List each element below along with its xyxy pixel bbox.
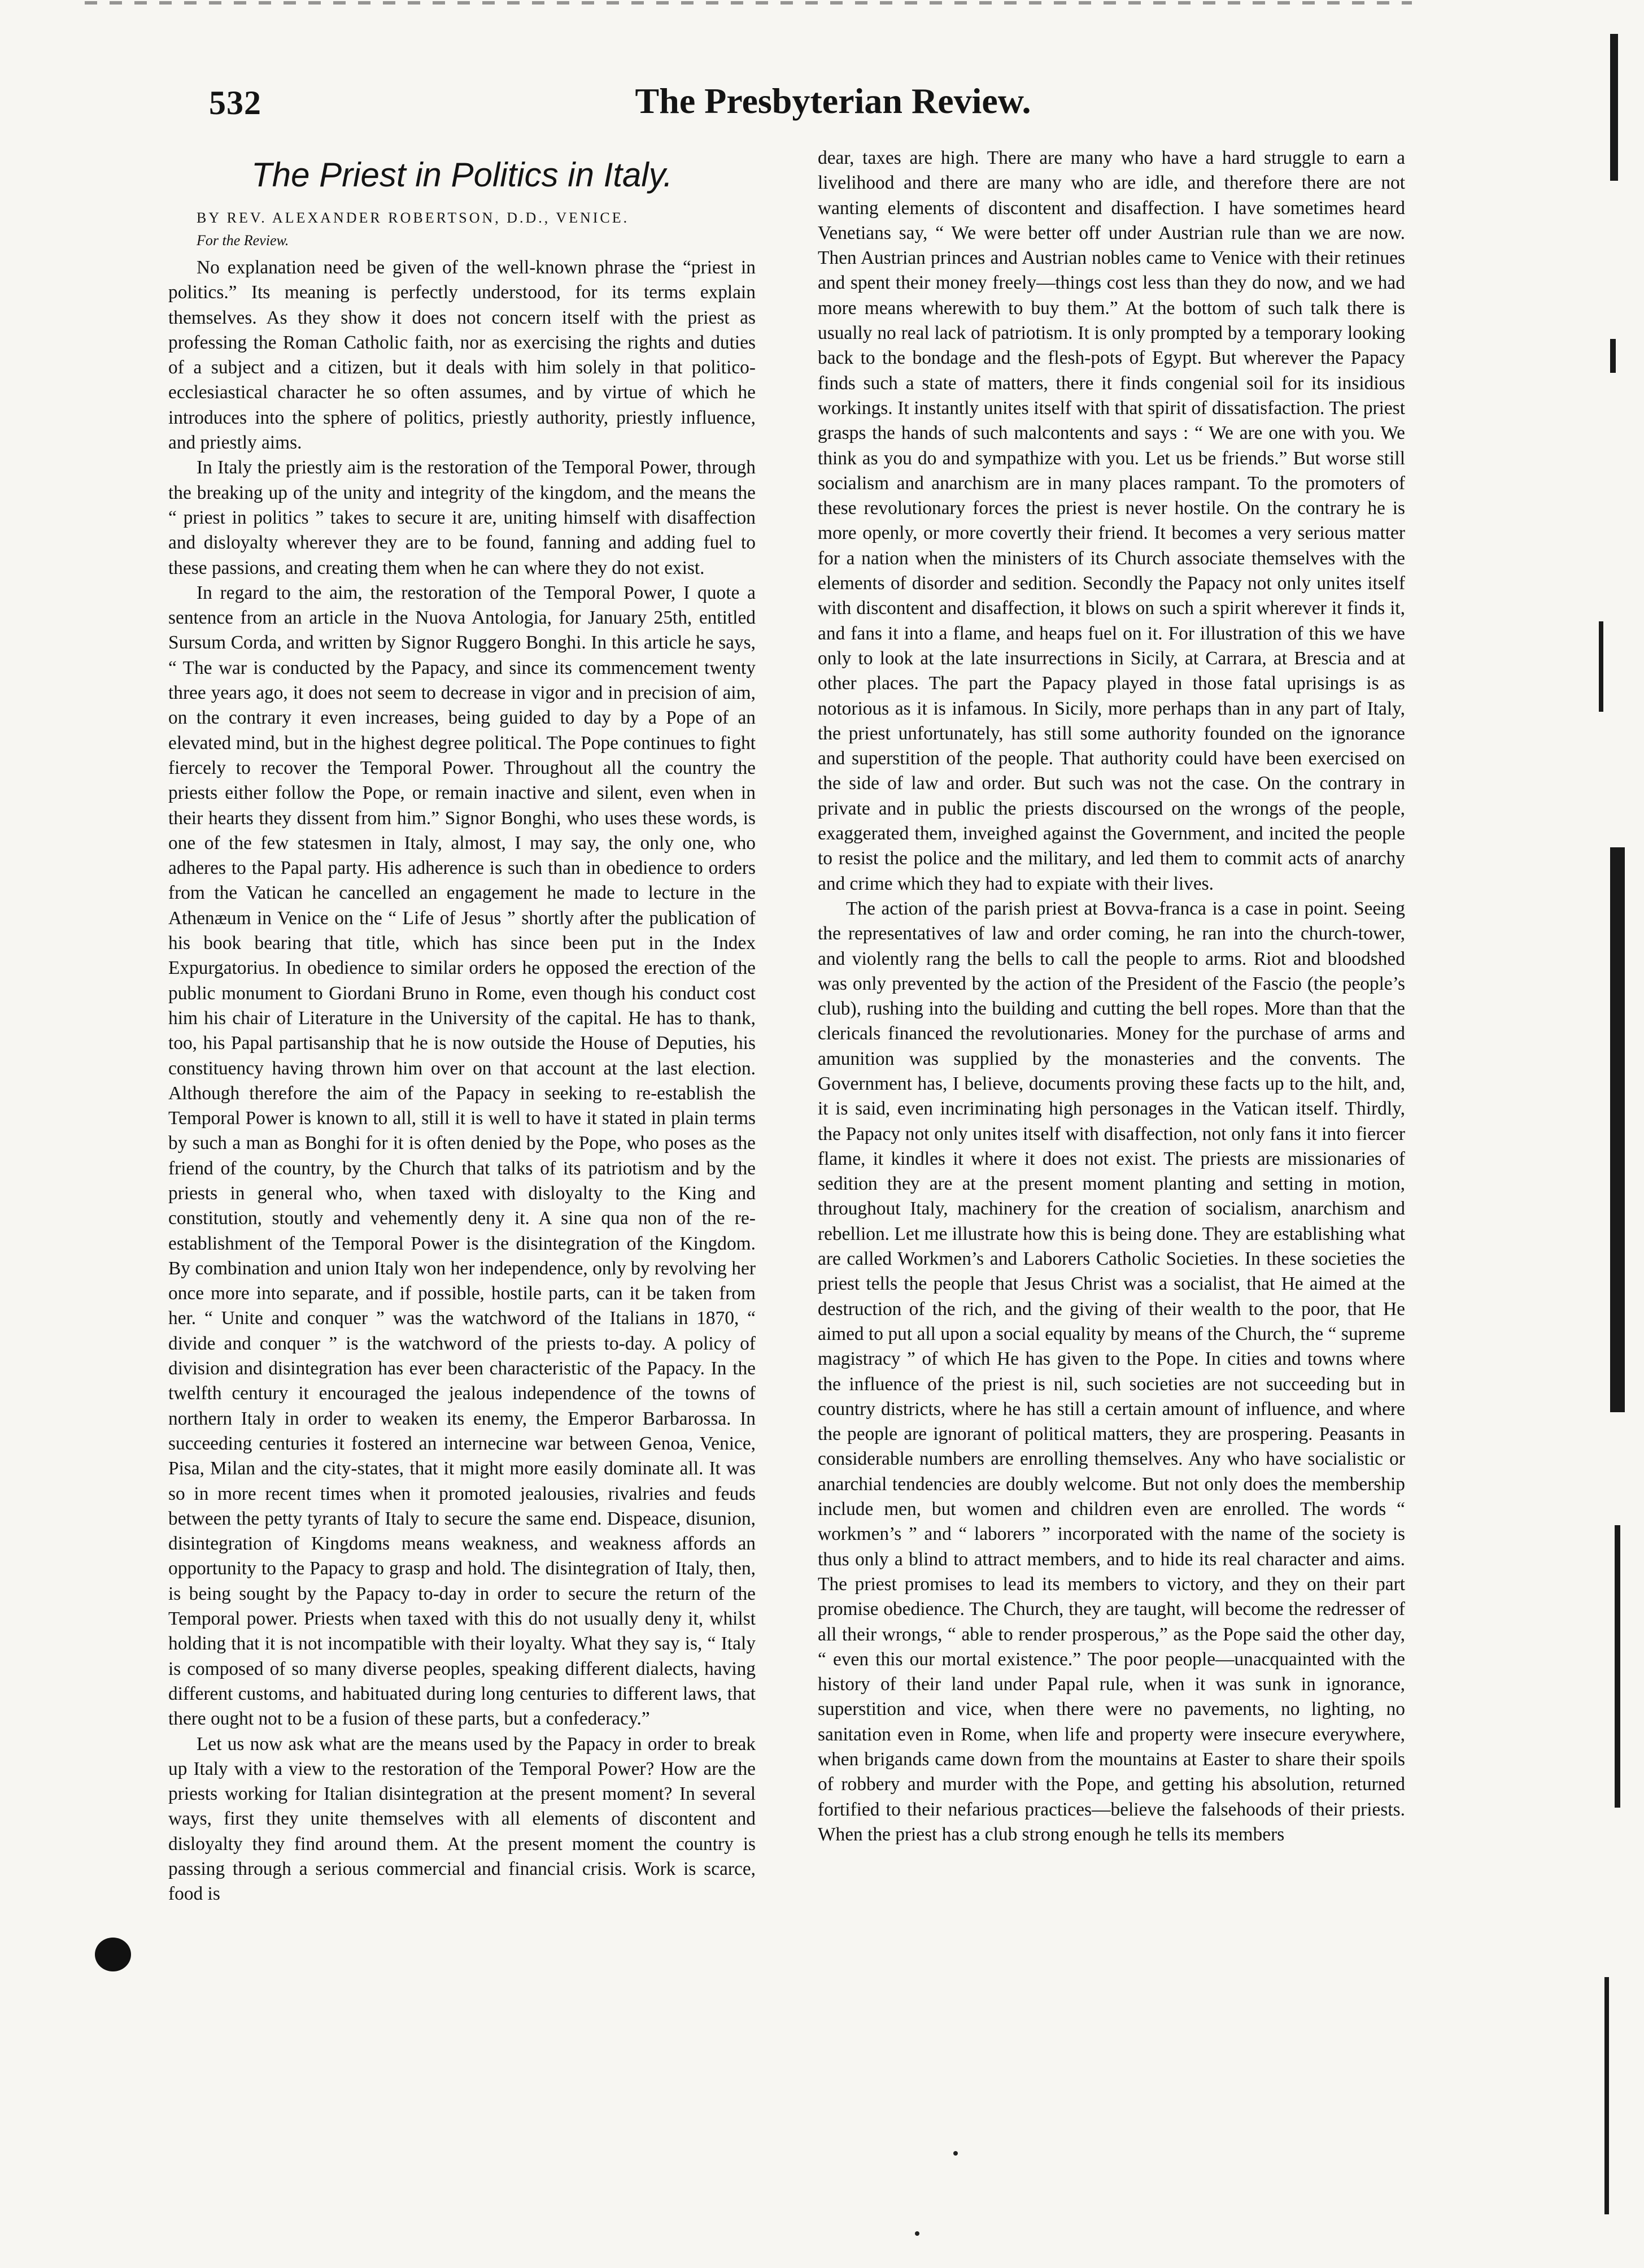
- paragraph: In Italy the priestly aim is the restoration of the Temporal Power, through the breaking up of the unity and integrity of the kingdom, and the means the “ priest in politics ” takes to secure it are, uniting himself with disaffection and disloyalty wherever they are to be found, fanning and adding fuel to these passions, and creating them when he can where they do not exist.: [168, 457, 756, 578]
- article-title: The Priest in Politics in Italy.: [251, 156, 673, 194]
- scan-edge-mark: [85, 1, 1412, 5]
- paragraph: Let us now ask what are the means used by the Papacy in order to break up Italy with a view to the restoration of the Temporal Power? How are the priests working for Italian disintegration at the present moment? In several ways, first they unite themselves with all elements of discontent and disloyalty they find around them. At the present moment the country is passing through a serious commercial and financial crisis. Work is scarce, food is: [168, 1733, 756, 1905]
- scan-speck: [915, 2231, 919, 2236]
- page-number: 532: [209, 84, 261, 121]
- byline: BY REV. ALEXANDER ROBERTSON, D.D., VENICE.: [197, 210, 630, 226]
- right-column: [818, 146, 1405, 1847]
- paragraph: dear, taxes are high. There are many who have a hard struggle to earn a livelihood and there are many who are idle, and therefore there are not wanting elements of discontent and disaffection. I have sometimes heard Venetians say, “ We were better off under Austrian rule than we are now. Then Austrian princes and Austrian nobles came to Venice with their retinues and spent their money freely—things cost less than they do now, and we had more means wherewith to buy them.” At the bottom of such talk there is usually no real lack of patriotism. It is only prompted by a temporary looking back to the bondage and the flesh-pots of Egypt. But wherever the Papacy finds such a state of matters, there it finds congenial soil for its insidious workings. It instantly unites itself with that spirit of dissatisfaction. The priest grasps the hands of such malcontents and says : “ We are one with you. We think as you do and sympathize with you. Let us be friends.” But worse still socialism and anarchism are in many places rampant. To the promoters of these revolutionary forces the priest is never hostile. On the contrary he is more openly, or more covertly their friend. It becomes a very serious matter for a nation when the ministers of its Church associate themselves with the elements of disorder and sedition. Secondly the Papacy not only unites itself with discontent and disaffection, it blows on such a spirit wherever it finds it, and fans it into a flame, and heaps fuel on it. For illustration of this we have only to look at the late insurrections in Sicily, at Carrara, at Brescia and at other places. The part the Papacy played in those fatal uprisings is as notorious as it is infamous. In Sicily, more perhaps than in any part of Italy, the priest unfortunately, has still some authority founded on the ignorance and superstition of the people. That authority could have been exercised on the side of law and order. But such was not the case. On the contrary in private and in public the priests discoursed on the wrongs of the people, exaggerated them, inveighed against the Government, and incited the people to resist the police and the military, and led them to commit acts of anarchy and crime which they had to expiate with their lives.: [818, 147, 1405, 894]
- journal-title: The Presbyterian Review.: [635, 81, 1031, 121]
- ink-blot: [95, 1938, 131, 1971]
- scan-speck: [953, 2151, 958, 2156]
- paragraph: The action of the parish priest at Bovva-franca is a case in point. Seeing the representatives of law and order coming, he ran into the church-tower, and violently rang the bells to call the people to arms. Riot and bloodshed was only prevented by the action of the President of the Fascio (the people’s club), rushing into the building and cutting the bell ropes. More than that the clericals financed the revolutionaries. Money for the purchase of arms and amunition was supplied by the monasteries and the convents. The Government has, I believe, documents proving these facts up to the hilt, and, it is said, even incriminating high personages in the Vatican itself. Thirdly, the Papacy not only unites itself with disaffection, not only fans it into fiercer flame, it kindles it where it does not exist. The priests are missionaries of sedition they are at the present moment planting and setting in motion, throughout Italy, machinery for the creation of socialism, anarchism and rebellion. Let me illustrate how this is being done. They are establishing what are called Workmen’s and Laborers Catholic Societies. In these societies the priest tells the people that Jesus Christ was a socialist, that He aimed at the destruction of the rich, and the giving of their wealth to the poor, that He aimed to put all upon a social equality by means of the Church, the “ supreme magistracy ” of which He has given to the Pope. In cities and towns where the influence of the priest is nil, such societies are not succeeding but in country districts, where he has still a certain amount of influence, and where the people are ignorant of political matters, they are prospering. Peasants in considerable numbers are enrolling themselves. Any who have socialistic or anarchial tendencies are doubly welcome. But not only does the membership include men, but women and children even are enrolled. The words “ workmen’s ” and “ laborers ” incorporated with the name of the society is thus only a blind to attract members, and to hide its real character and aims. The priest promises to lead its members to victory, and they on their part promise obedience. The Church, they are taught, will become the redresser of all their wrongs, “ able to render prosperous,” as the Pope said the other day, “ even this our mortal existence.” The poor people—unacquainted with the history of their land under Papal rule, when it was sunk in ignorance, superstition and vice, when there were no pavements, no lighting, no sanitation even in Rome, when life and property were insecure everywhere, when brigands came down from the mountains at Easter to share their spoils of robbery and murder with the Pope, and getting his absolution, returned fortified to their nefarious practices—believe the falsehoods of their priests. When the priest has a club strong enough he tells its members: [818, 898, 1405, 1845]
- for-review-note: For the Review.: [197, 232, 289, 249]
- scan-binding-edge: [1565, 0, 1644, 2268]
- left-column: [168, 148, 756, 1907]
- paragraph: No explanation need be given of the well-known phrase the “priest in politics.” Its meaning is perfectly understood, for its terms explain themselves. As they show it does not concern itself with the priest as professing the Roman Catholic faith, nor as exercising the rights and duties of a subject and a citizen, but it deals with him solely in that politico-ecclesiastical character he so often assumes, and by virtue of which he introduces into the sphere of politics, priestly authority, priestly influence, and priestly aims.: [168, 257, 756, 454]
- paragraph: In regard to the aim, the restoration of the Temporal Power, I quote a sentence from an article in the Nuova Antologia, for January 25th, entitled Sursum Corda, and written by Signor Ruggero Bonghi. In this article he says, “ The war is conducted by the Papacy, and since its commencement twenty three years ago, it does not seem to decrease in vigor and in precision of aim, on the contrary it even increases, being guided to day by a Pope of an elevated mind, but in the highest degree political. The Pope continues to fight fiercely to recover the Temporal Power. Throughout all the country the priests either follow the Pope, or remain inactive and silent, even when in their hearts they dissent from him.” Signor Bonghi, who uses these words, is one of the few statesmen in Italy, almost, I may say, the only one, who adheres to the Papal party. His adherence is such than in obedience to orders from the Vatican he cancelled an engagement he made to lecture in the Athenæum in Venice on the “ Life of Jesus ” shortly after the publication of his book bearing that title, which has since been put in the Index Expurgatorius. In obedience to similar orders he opposed the erection of the public monument to Giordani Bruno in Rome, even though his conduct cost him his chair of Literature in the University of the capital. He has to thank, too, his Papal partisanship that he is now outside the House of Deputies, his constituency having thrown him over on that account at the last election. Although therefore the aim of the Papacy in seeking to re-establish the Temporal Power is known to all, still it is well to have it stated in plain terms by such a man as Bonghi for it is often denied by the Pope, who poses as the friend of the country, by the Church that talks of its patriotism and by the priests in general who, when taxed with disloyalty to the King and constitution, stoutly and vehemently deny it. A sine qua non of the re-establishment of the Temporal Power is the disintegration of the Kingdom. By combination and union Italy won her independence, only by revolving her once more into separate, and if possible, hostile parts, can it be taken from her. “ Unite and conquer ” was the watchword of the Italians in 1870, “ divide and conquer ” is the watchword of the priests to-day. A policy of division and disintegration has ever been characteristic of the Papacy. In the twelfth century it encouraged the jealous independence of the towns of northern Italy in order to weaken its enemy, the Emperor Barbarossa. In succeeding centuries it fostered an internecine war between Genoa, Venice, Pisa, Milan and the city-states, that it might more easily dominate all. It was so in more recent times when it promoted jealousies, rivalries and feuds between the petty tyrants of Italy to secure the same end. Dispeace, disunion, disintegration of Kingdoms means weakness, and weakness affords an opportunity to the Papacy to grasp and hold. The disintegration of Italy, then, is being sought by the Papacy to-day in order to secure the return of the Temporal power. Priests when taxed with this do not usually deny it, whilst holding that it is not incompatible with their loyalty. What they say is, “ Italy is composed of so many diverse peoples, speaking different dialects, having different customs, and habituated during long centuries to different laws, that there ought not to be a fusion of these parts, but a confederacy.”: [168, 582, 756, 1730]
